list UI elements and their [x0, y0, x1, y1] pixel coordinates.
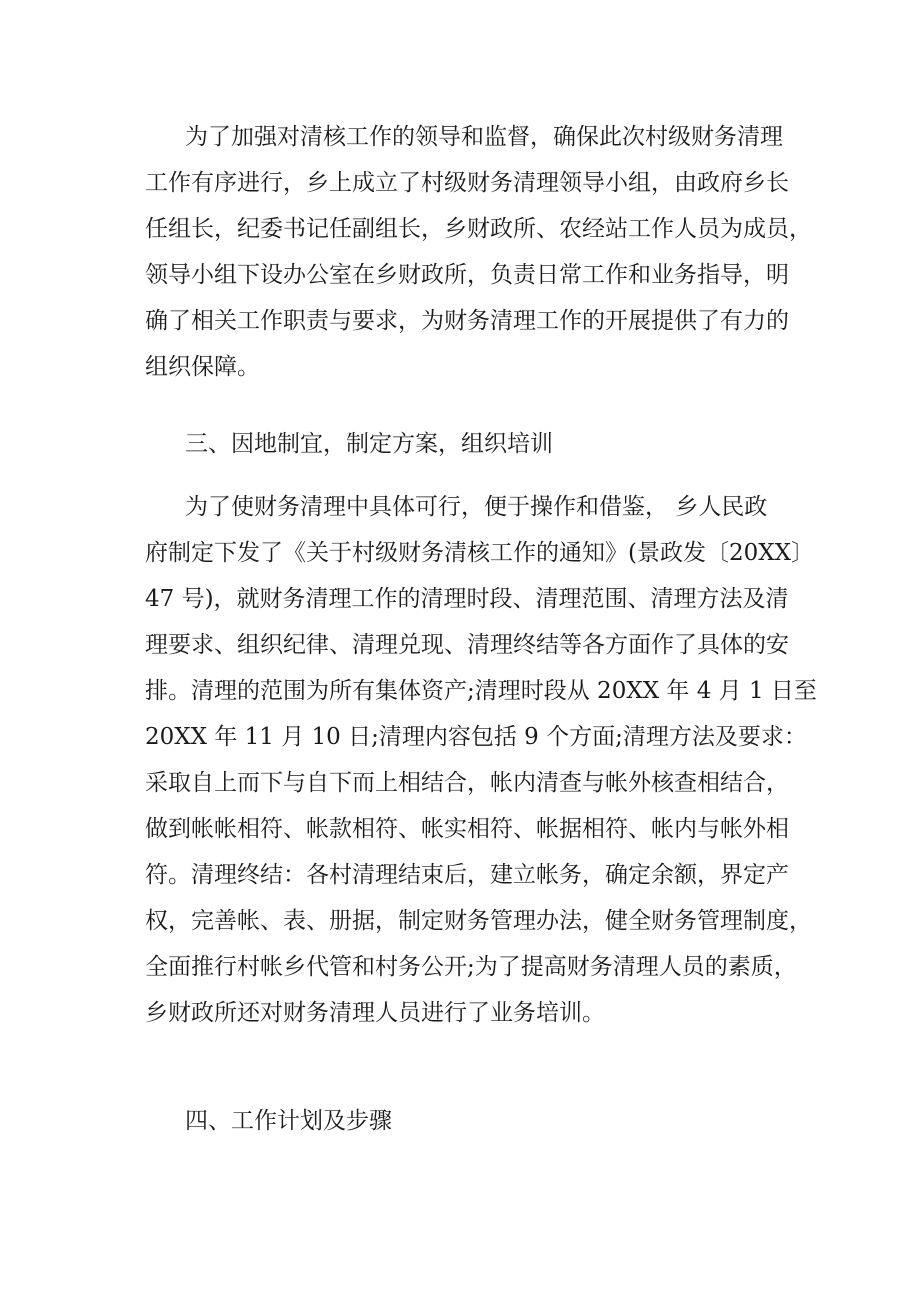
paragraph-line: 乡财政所还对财务清理人员进行了业务培训。	[145, 1000, 605, 1026]
paragraph-line: 理要求、组织纪律、清理兑现、清理终结等各方面作了具体的安	[145, 632, 789, 658]
paragraph-line: 全面推行村帐乡代管和村务公开;为了提高财务清理人员的素质，	[145, 954, 797, 980]
paragraph-line: 府制定下发了《关于村级财务清核工作的通知》(景政发〔20XX〕	[145, 540, 814, 566]
paragraph-line: 工作有序进行，乡上成立了村级财务清理领导小组，由政府乡长	[145, 170, 789, 196]
paragraph-line: 领导小组下设办公室在乡财政所，负责日常工作和业务指导，明	[145, 262, 789, 288]
paragraph-plan-training	[145, 484, 817, 1036]
paragraph-line: 为了加强对清核工作的领导和监督，确保此次村级财务清理	[185, 124, 783, 150]
section-heading: 三、因地制宜，制定方案，组织培训	[185, 431, 553, 457]
paragraph-line: 组织保障。	[145, 354, 260, 380]
paragraph-line: 权，完善帐、表、册据，制定财务管理办法，健全财务管理制度，	[145, 908, 812, 934]
paragraph-line: 符。清理终结：各村清理结束后，建立帐务，确定余额，界定产	[145, 862, 789, 888]
section-heading-four	[145, 1098, 785, 1144]
paragraph-line: 任组长，纪委书记任副组长，乡财政所、农经站工作人员为成员，	[145, 216, 812, 242]
paragraph-line: 为了使财务清理中具体可行，便于操作和借鉴， 乡人民政	[185, 494, 768, 520]
paragraph-line: 20XX 年 11 月 10 日;清理内容包括 9 个方面;清理方法及要求：	[145, 724, 807, 750]
paragraph-line: 做到帐帐相符、帐款相符、帐实相符、帐据相符、帐内与帐外相	[145, 816, 789, 842]
paragraph-line: 排。清理的范围为所有集体资产;清理时段从 20XX 年 4 月 1 日至	[145, 678, 817, 704]
section-heading-three	[145, 421, 785, 467]
section-heading: 四、工作计划及步骤	[185, 1108, 392, 1134]
paragraph-line: 采取自上而下与自下而上相结合，帐内清查与帐外核查相结合，	[145, 770, 789, 796]
paragraph-line: 确了相关工作职责与要求，为财务清理工作的开展提供了有力的	[145, 308, 789, 334]
paragraph-leadership-group	[145, 114, 812, 390]
paragraph-line: 47 号)，就财务清理工作的清理时段、清理范围、清理方法及清	[145, 586, 789, 612]
